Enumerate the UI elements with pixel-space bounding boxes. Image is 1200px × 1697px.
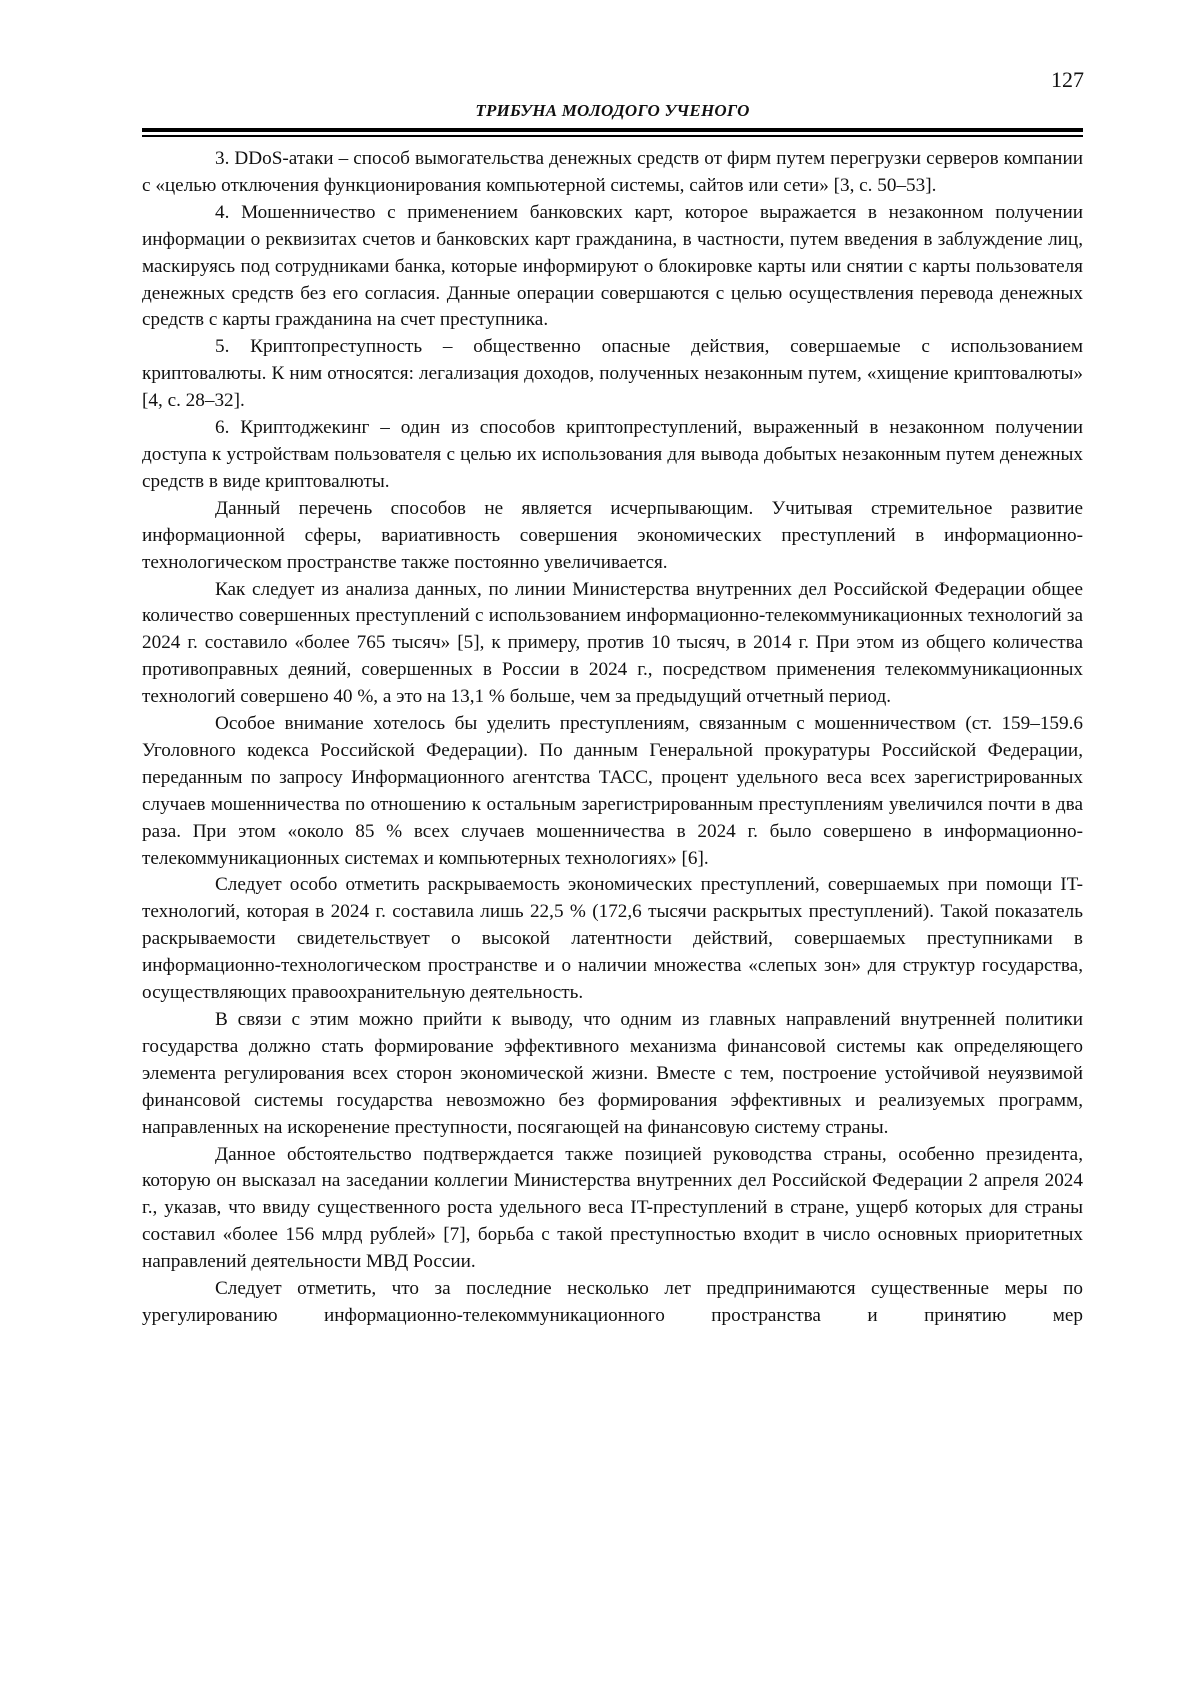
paragraph-item-6-cryptojacking: 6. Криптоджекинг – один из способов криптопреступлений, выраженный в незаконном получении доступа к устройствам пользователя с целью их использования для вывода добытых незаконным путем денежных средств в виде криптовалюты. <box>142 415 1083 496</box>
article-body <box>142 146 1083 1330</box>
page-number: 127 <box>1040 68 1084 92</box>
paragraph-list-not-exhaustive: Данный перечень способов не является исчерпывающим. Учитывая стремительное развитие информационной сферы, вариативность совершения экономических преступлений в информационно-технологическом пространстве также постоянно увеличивается. <box>142 496 1083 577</box>
paragraph-president-position: Данное обстоятельство подтверждается также позицией руководства страны, особенно президента, которую он высказал на заседании коллегии Министерства внутренних дел Российской Федерации 2 апреля 2024 г., указав, что ввиду существенного роста удельного веса IT-преступлений в стране, ущерб которых для страны составил «более 156 млрд рублей» [7], борьба с такой преступностью входит в число основных приоритетных направлений деятельности МВД России. <box>142 1142 1083 1277</box>
journal-title: ТРИБУНА МОЛОДОГО УЧЕНОГО <box>142 101 1083 121</box>
header-rule-thick <box>142 128 1083 132</box>
header-rule-thin <box>142 135 1083 137</box>
paragraph-mvd-statistics: Как следует из анализа данных, по линии Министерства внутренних дел Российской Федерации общее количество совершенных преступлений с использованием информационно-телекоммуникационных технологий за 2024 г. составило «более 765 тысяч» [5], к примеру, против 10 тысяч, в 2014 г. При этом из общего количества противоправных деяний, совершенных в России в 2024 г., посредством применения телекоммуникационных технологий совершено 40 %, а это на 13,1 % больше, чем за предыдущий отчетный период. <box>142 577 1083 712</box>
paragraph-fraud-statistics: Особое внимание хотелось бы уделить преступлениям, связанным с мошенничеством (ст. 159–159.6 Уголовного кодекса Российской Федерации). По данным Генеральной прокуратуры Российской Федерации, переданным по запросу Информационного агентства ТАСС, процент удельного веса всех зарегистрированных случаев мошенничества по отношению к остальным зарегистрированным преступлениям увеличился почти в два раза. При этом «около 85 % всех случаев мошенничества в 2024 г. было совершено в информационно-телекоммуникационных системах и компьютерных технологиях» [6]. <box>142 711 1083 872</box>
paragraph-clearance-rate: Следует особо отметить раскрываемость экономических преступлений, совершаемых при помощи IT-технологий, которая в 2024 г. составила лишь 22,5 % (172,6 тысячи раскрытых преступлений). Такой показатель раскрываемости свидетельствует о высокой латентности действий, совершаемых преступниками в информационно-технологическом пространстве и о наличии множества «слепых зон» для структур государства, осуществляющих правоохранительную деятельность. <box>142 872 1083 1007</box>
paragraph-item-4-card-fraud: 4. Мошенничество с применением банковских карт, которое выражается в незаконном получении информации о реквизитах счетов и банковских карт гражданина, в частности, путем введения в заблуждение лиц, маскируясь под сотрудниками банка, которые информируют о блокировке карты или снятии с карты пользователя денежных средств без его согласия. Данные операции совершаются с целью осуществления перевода денежных средств с карты гражданина на счет преступника. <box>142 200 1083 335</box>
paragraph-regulation-measures: Следует отметить, что за последние несколько лет предпринимаются существенные меры по урегулированию информационно-телекоммуникационного пространства и принятию мер <box>142 1276 1083 1330</box>
paragraph-item-5-crypto-crime: 5. Криптопреступность – общественно опасные действия, совершаемые с использованием криптовалюты. К ним относятся: легализация доходов, полученных незаконным путем, «хищение криптовалюты» [4, с. 28–32]. <box>142 334 1083 415</box>
paragraph-item-3-ddos: 3. DDoS-атаки – способ вымогательства денежных средств от фирм путем перегрузки серверов компании с «целью отключения функционирования компьютерной системы, сайтов или сети» [3, с. 50–53]. <box>142 146 1083 200</box>
paragraph-conclusion-policy: В связи с этим можно прийти к выводу, что одним из главных направлений внутренней политики государства должно стать формирование эффективного механизма финансовой системы как определяющего элемента регулирования всех сторон экономической жизни. Вместе с тем, построение устойчивой неуязвимой финансовой системы государства невозможно без формирования эффективных и реализуемых программ, направленных на искоренение преступности, посягающей на финансовую систему страны. <box>142 1007 1083 1142</box>
